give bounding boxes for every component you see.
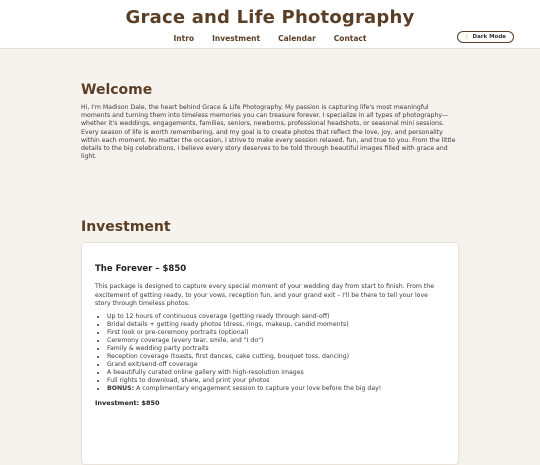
feature-item: • Reception coverage (toasts, first dances, cake cutting, bouquet toss, dancing) xyxy=(107,353,445,361)
dark-mode-button[interactable] xyxy=(457,31,514,43)
nav-investment[interactable]: Investment xyxy=(212,34,261,43)
bonus-text: A complimentary engagement session to capture your love before the big day! xyxy=(134,385,382,393)
welcome-text: Hi, I'm Madison Dale, the heart behind Grace & Life Photography. My passion is capturing life's most meaningful moments and turning them into timeless memories you can treasure forever. I specialize in all types of photography—whether it's weddings, engagements, families, seniors, newborns, professional headshots, or seasonal mini sessions. Every season of life is worth remembering, and my goal is to create photos that reflect the love, joy, and personality within each moment. No matter the occasion, I strive to make every session relaxed, fun, and true to you. From the little details to the big celebrations, I believe every story deserves to be told through beautiful images filled with grace and light. xyxy=(81,104,456,161)
package-description: This package is designed to capture every special moment of your wedding day from start to finish. From the excitement of getting ready, to your vows, reception fun, and your grand exit – I'll be there to tell your love story through timeless photos. xyxy=(95,283,435,307)
site-title: Grace and Life Photography xyxy=(125,7,415,28)
bonus-item xyxy=(107,385,445,393)
package-name: The Forever – $850 xyxy=(95,264,187,275)
investment-heading: Investment xyxy=(81,219,171,236)
site-header xyxy=(0,0,540,49)
nav-intro[interactable]: Intro xyxy=(173,34,195,43)
bonus-label: BONUS: xyxy=(107,385,135,393)
feature-item: • Family & wedding party portraits xyxy=(107,345,445,353)
main-content xyxy=(0,49,540,465)
feature-item: • First look or pre-ceremony portraits (optional) xyxy=(107,329,445,337)
moon-icon: ☾ xyxy=(465,33,471,41)
nav-calendar[interactable]: Calendar xyxy=(278,34,316,43)
feature-item: • Ceremony coverage (every tear, smile, and "I do") xyxy=(107,337,445,345)
welcome-section xyxy=(81,49,459,161)
package-card xyxy=(81,242,459,465)
feature-item: • A beautifully curated online gallery with high-resolution images xyxy=(107,369,445,377)
feature-item: • Up to 12 hours of continuous coverage (getting ready through send-off) xyxy=(107,313,445,321)
dark-mode-label: Dark Mode xyxy=(472,34,506,40)
nav-contact[interactable]: Contact xyxy=(333,34,367,43)
investment-section xyxy=(81,219,459,465)
feature-item: • Full rights to download, share, and print your photos xyxy=(107,377,445,385)
feature-item: • Bridal details + getting ready photos (dress, rings, makeup, candid moments) xyxy=(107,321,445,329)
welcome-heading: Welcome xyxy=(81,82,153,98)
feature-list xyxy=(95,313,445,393)
feature-item: • Grand exit/send-off coverage xyxy=(107,361,445,369)
investment-price: Investment: $850 xyxy=(95,399,160,408)
